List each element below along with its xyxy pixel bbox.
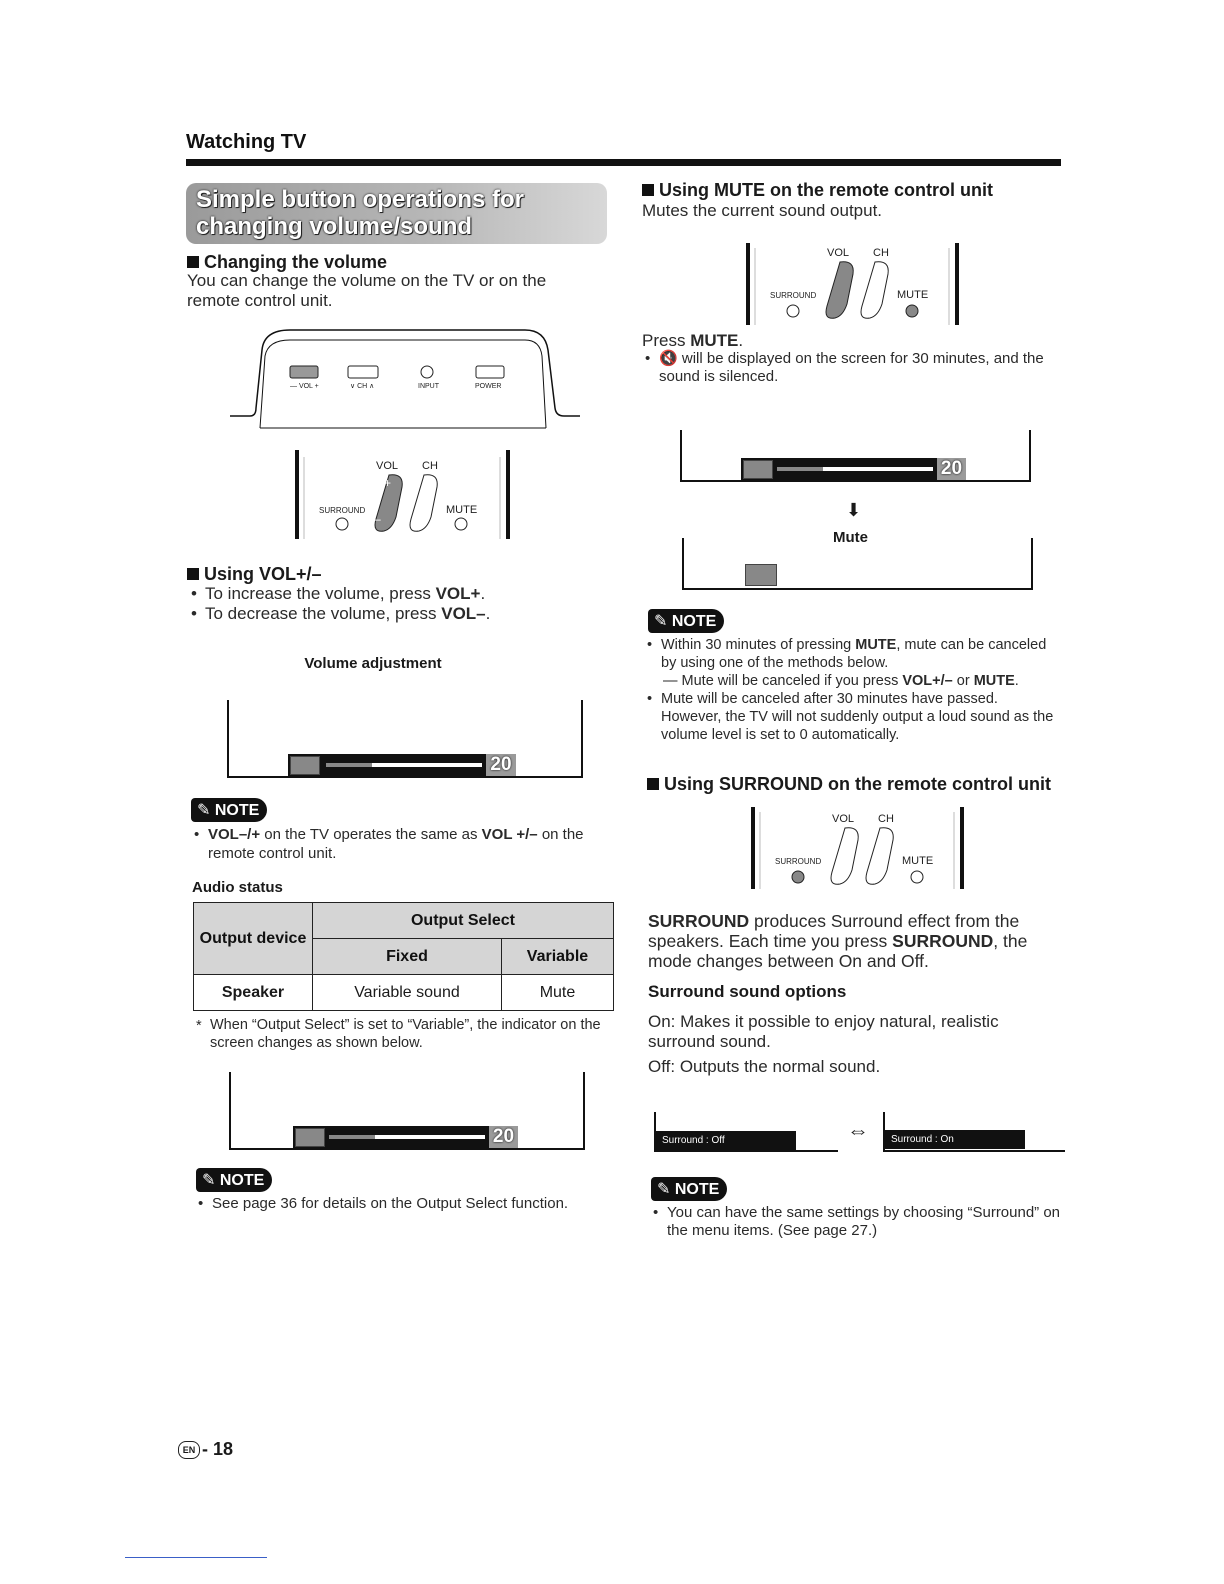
note-text: on the TV operates the same as: [260, 826, 482, 843]
using-surround-heading-text: Using SURROUND on the remote control unit: [664, 774, 1051, 794]
mute-bullet: [659, 350, 1059, 386]
note-badge-label: NOTE: [219, 1172, 265, 1189]
toggle-arrows-icon: ⇔: [847, 1118, 869, 1143]
footer-line: [125, 1557, 267, 1558]
svg-text:+: +: [384, 476, 392, 490]
bullet-bold: VOL–: [441, 604, 486, 623]
output-icon: [295, 1128, 325, 1147]
press-end: .: [738, 331, 744, 350]
surround-bold: SURROUND: [648, 911, 750, 931]
option-text: Outputs the normal sound.: [679, 1057, 881, 1076]
mute-arrow-label: Mute: [833, 529, 868, 546]
note-left1-bullet: [208, 825, 608, 863]
changing-volume-heading-text: Changing the volume: [204, 252, 388, 272]
note-bold: VOL +/–: [481, 826, 538, 843]
note-right1-bullet-1: [661, 636, 1061, 672]
audio-status-table: [193, 902, 614, 1011]
remote-mute-label: MUTE: [897, 289, 929, 301]
header-rule: [186, 159, 1061, 166]
remote-mute-label: MUTE: [902, 855, 934, 867]
using-vol-bullet-1: [205, 584, 585, 604]
mute-osd-bar: [741, 458, 966, 480]
note-right1-text: [661, 636, 1061, 744]
section-label: Watching TV: [186, 131, 307, 153]
remote-ch-label: CH: [422, 460, 438, 472]
note-text: Within 30 minutes of pressing: [661, 637, 856, 653]
volume-level-number: 20: [486, 754, 516, 776]
bullet-bold: VOL+: [435, 584, 481, 603]
volume-level-bar-filled: [326, 763, 372, 767]
mute-level-bar-filled: [777, 467, 823, 471]
note-badge: ✎ NOTE: [651, 1177, 727, 1201]
bullet-end: .: [480, 584, 486, 603]
surround-osd-off-base: [654, 1150, 838, 1152]
press-text: Press: [642, 331, 691, 350]
mute-osd-frame-2: [682, 538, 1033, 590]
note-left1-text: [208, 825, 608, 863]
mute-bullet-text: [659, 350, 1059, 386]
remote-vol-label: VOL: [376, 460, 399, 472]
option-label: On:: [648, 1012, 676, 1031]
page-title-line1: Simple button operations for: [196, 186, 524, 213]
note-right1-bullet-2: • Mute will be canceled after 30 minutes have passed. However, the TV will not suddenly output a loud sound as the volume level is set to 0 automatically.: [661, 690, 1061, 744]
col-output-select: Output Select: [313, 903, 614, 939]
note-bold: MUTE: [973, 673, 1015, 689]
note-text: .: [1014, 673, 1019, 689]
bullet-text: To decrease the volume, press: [205, 604, 442, 623]
arrow-down-icon: ⬇: [846, 500, 862, 520]
using-vol-heading-text: Using VOL+/–: [204, 564, 322, 584]
speaker-icon: [743, 460, 773, 479]
tv-vol-label: — VOL +: [290, 383, 319, 390]
svg-text:–: –: [374, 512, 381, 526]
changing-volume-heading: [187, 252, 387, 273]
tv-ch-label: ∨ CH ∧: [350, 383, 375, 390]
note-right2-bullet: • You can have the same settings by choosing “Surround” on the menu items. (See page 27.): [667, 1204, 1067, 1240]
tv-input-label: INPUT: [418, 383, 439, 390]
surround-text: , the mode changes between On and Off.: [648, 931, 1028, 971]
note-text: — Mute will be canceled if you press: [663, 673, 903, 689]
note-left2-text: [212, 1195, 612, 1213]
page-number: - 18: [202, 1439, 234, 1459]
note-right1-dash: [663, 672, 1061, 690]
col-variable: Variable: [501, 939, 613, 975]
bullet-end: .: [485, 604, 491, 623]
mute-bullet-span: will be displayed on the screen for 30 minutes, and the sound is silenced.: [659, 350, 1044, 385]
speaker-icon: [290, 756, 320, 775]
note-badge-label: NOTE: [214, 802, 260, 819]
variable-level-bar-empty: [375, 1135, 485, 1139]
volume-level-bar-empty: [372, 763, 482, 767]
changing-volume-text: You can change the volume on the TV or on the remote control unit.: [187, 271, 547, 310]
remote-illustration-surround: [750, 804, 970, 892]
remote-ch-label: CH: [873, 247, 889, 259]
variable-level-number: 20: [489, 1126, 518, 1148]
remote-ch-label: CH: [878, 813, 894, 825]
note-bold: VOL–/+: [208, 826, 261, 843]
using-vol-heading: [187, 564, 322, 585]
volume-osd-bar: [288, 754, 516, 776]
remote-illustration-mute: [745, 240, 965, 328]
audio-footnote: When “Output Select” is set to “Variable”, the indicator on the screen changes as shown below.: [210, 1017, 601, 1051]
variable-osd-bar: [293, 1126, 518, 1148]
remote-mute-label: MUTE: [446, 504, 478, 516]
tv-power-label: POWER: [475, 383, 502, 390]
note-bold: VOL+/–: [902, 673, 953, 689]
footnote-mark: *: [196, 1018, 202, 1034]
surround-option-on: [648, 1012, 1048, 1052]
note-badge-label: NOTE: [671, 613, 717, 630]
note-text: on the remote control unit.: [208, 826, 584, 862]
remote-surround-label: SURROUND: [319, 506, 366, 515]
page-title: [186, 183, 607, 244]
cell-variable-sound: Variable sound: [313, 975, 502, 1011]
volume-adjustment-caption: Volume adjustment: [304, 655, 442, 672]
surround-option-off: [648, 1057, 880, 1077]
press-bold: MUTE: [690, 331, 739, 350]
page-title-line2: changing volume/sound: [196, 213, 473, 240]
remote-vol-label: VOL: [832, 813, 855, 825]
col-fixed: Fixed: [313, 939, 502, 975]
note-badge-label: NOTE: [674, 1181, 720, 1198]
surround-paragraph: [648, 911, 1048, 971]
mute-icon: [745, 564, 777, 586]
remote-surround-label: SURROUND: [775, 857, 822, 866]
using-mute-heading: [642, 180, 993, 201]
mute-level-bar-empty: [823, 467, 933, 471]
surround-bold: SURROUND: [892, 931, 994, 951]
using-vol-bullet-2: [205, 604, 585, 624]
using-vol-bullets: [205, 584, 585, 624]
tv-panel-illustration: [220, 328, 585, 433]
cell-speaker: Speaker: [194, 975, 313, 1011]
remote-surround-label: SURROUND: [770, 291, 817, 300]
cell-mute: Mute: [501, 975, 613, 1011]
using-mute-heading-text: Using MUTE on the remote control unit: [659, 180, 993, 200]
mute-level-number: 20: [937, 458, 966, 480]
col-output-device: Output device: [194, 903, 313, 975]
remote-illustration-vol: [294, 447, 514, 542]
surround-osd-off: Surround : Off: [656, 1131, 796, 1150]
option-label: Off:: [648, 1057, 676, 1076]
surround-text: produces Surround effect from the speakers. Each time you press: [648, 911, 1020, 951]
using-surround-heading: [647, 774, 1051, 795]
note-right2-text: [667, 1204, 1067, 1240]
surround-osd-on: Surround : On: [885, 1130, 1025, 1149]
bullet-text: To increase the volume, press: [205, 584, 436, 603]
press-mute: [642, 331, 743, 351]
surround-osd-on-base: [883, 1150, 1065, 1152]
surround-options-heading: Surround sound options: [648, 982, 847, 1001]
using-mute-text: Mutes the current sound output.: [642, 201, 883, 220]
note-badge: ✎ NOTE: [196, 1168, 272, 1192]
note-bold: MUTE: [855, 637, 897, 653]
note-text: or: [952, 673, 974, 689]
remote-vol-label: VOL: [827, 247, 850, 259]
note-left2-bullet: • See page 36 for details on the Output Select function.: [212, 1195, 612, 1213]
mute-icon: 🔇: [659, 350, 678, 367]
lang-badge: EN: [178, 1441, 200, 1459]
note-badge: ✎ NOTE: [191, 798, 267, 822]
audio-status-label: Audio status: [192, 879, 283, 896]
option-text: Makes it possible to enjoy natural, realistic surround sound.: [648, 1012, 999, 1051]
note-text: , mute can be canceled by using one of the methods below.: [661, 637, 1047, 671]
variable-level-bar-filled: [329, 1135, 375, 1139]
note-badge: ✎ NOTE: [648, 609, 724, 633]
